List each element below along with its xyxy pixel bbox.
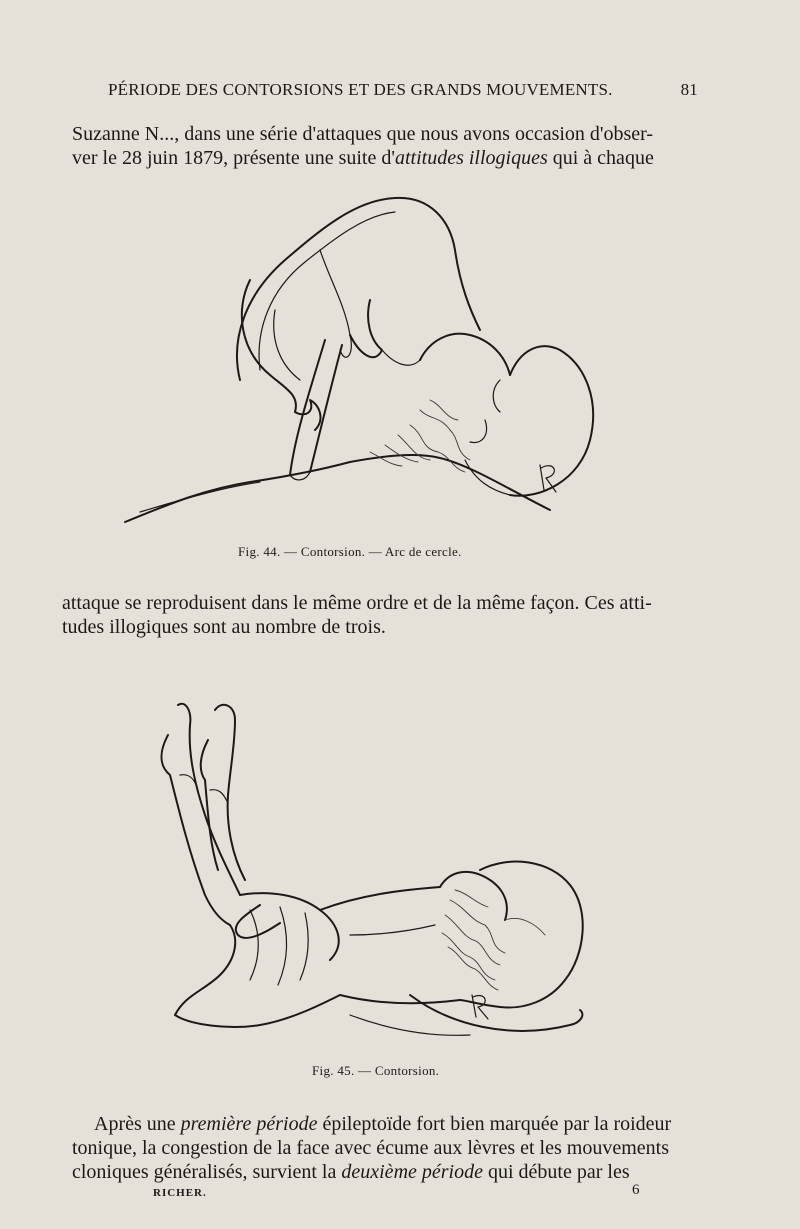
paragraph-line: tudes illogiques sont au nombre de trois. bbox=[62, 616, 386, 638]
contorsion-legs-raised-drawing bbox=[150, 695, 590, 1065]
running-head-title: PÉRIODE DES CONTORSIONS ET DES GRANDS MOUVEMENTS. bbox=[108, 80, 613, 99]
figure-45-caption: Fig. 45. — Contorsion. bbox=[312, 1063, 440, 1078]
paragraph-line bbox=[72, 1160, 718, 1184]
figure-44-illustration bbox=[120, 190, 610, 535]
text-run: Suzanne N..., dans une série d'attaques que nous avons occasion d'obser- bbox=[72, 123, 654, 145]
text-run: qui à chaque bbox=[547, 147, 654, 169]
paragraph-line bbox=[72, 122, 694, 146]
text-run: cloniques généralisés, survient la bbox=[72, 1161, 342, 1183]
text-run: tonique, la congestion de la face avec écume aux lèvres et les mouvements bbox=[72, 1137, 669, 1159]
running-head bbox=[108, 80, 698, 104]
sheet-number: 6 bbox=[632, 1182, 640, 1198]
figure-45-illustration bbox=[150, 695, 590, 1065]
italic-term: attitudes illogiques bbox=[394, 147, 548, 169]
paragraph-line bbox=[72, 146, 694, 170]
paragraph-line bbox=[72, 1136, 718, 1160]
figure-44-caption: Fig. 44. — Contorsion. — Arc de cercle. bbox=[238, 544, 462, 559]
page-number: 81 bbox=[680, 80, 698, 99]
italic-term: première période bbox=[180, 1113, 318, 1135]
paragraph-line: attaque se reproduisent dans le même ordre et de la même façon. Ces atti- bbox=[62, 592, 652, 614]
paragraph-continuation bbox=[62, 591, 702, 639]
printer-signature: RICHER. bbox=[153, 1187, 207, 1199]
text-run: Après une bbox=[94, 1113, 181, 1135]
text-run: ver le 28 juin 1879, présente une suite d' bbox=[72, 147, 395, 169]
paragraph-intro bbox=[72, 122, 694, 170]
contorsion-arc-drawing bbox=[120, 190, 610, 535]
text-run: épileptoïde fort bien marquée par la roideur bbox=[317, 1113, 672, 1135]
paragraph-periods bbox=[72, 1112, 718, 1184]
italic-term: deuxième période bbox=[341, 1161, 483, 1183]
paragraph-line bbox=[72, 1112, 718, 1136]
text-run: qui débute par les bbox=[482, 1161, 630, 1183]
